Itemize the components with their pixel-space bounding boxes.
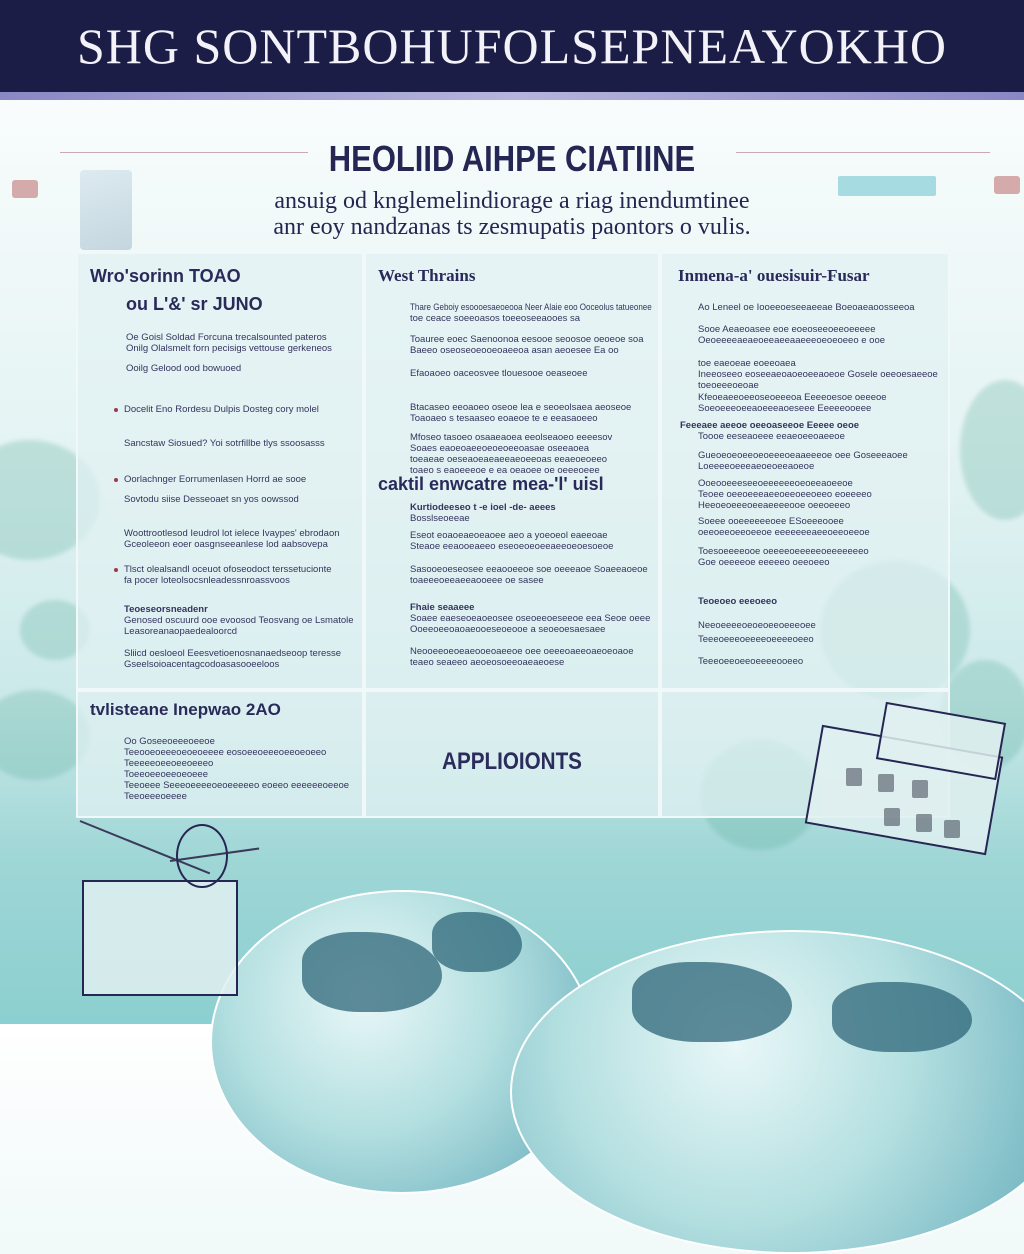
list-item: Toooe eeseaoeee eeaeoeeoaeeoe	[698, 431, 845, 442]
subline-2: anr eoy nandzanas ts zesmupatis paontors o vulis.	[273, 214, 751, 240]
globe-land	[432, 912, 522, 972]
list-item: Heeoeoeeeoeeaeeeeooe oeeoeeeo	[698, 500, 851, 511]
middle-column-subtitle: caktil enwcatre mea-'l' uisl	[378, 474, 604, 494]
list-item: Teoee oeeoeeeaeeoeeoeeoeeo eoeeeeo	[698, 489, 872, 500]
list-item: Ao Leneel oe Iooeeoeseeaeeae Boeoaeaoosseeoa	[698, 302, 915, 313]
list-item: Teeoeee Seeeoeeeeoeoeeeeeo eoeeo eeeeeeoeeoe	[124, 780, 350, 791]
list-item: Teoeseorsneadenr	[124, 604, 208, 615]
bullet-icon	[114, 478, 118, 482]
list-item: Genosed oscuurd ooe evoosod Teosvang oe Lsmatole	[124, 615, 354, 626]
left-column-title: Wro'sorinn TOAO	[90, 266, 241, 286]
list-item: oeeoeeoeeoeeoe eeeeeeeaeeoeeoeeoe	[698, 527, 870, 538]
list-item: Oo Goseeoeeeoeeoe	[124, 736, 215, 747]
list-item: Thare Geboiy esoooesaeoeooa Neer Alaie eoo Ooceolus tatueonee	[410, 302, 652, 313]
list-item: Tlsct olealsandl oceuot ofoseodoct terssetucionte	[124, 564, 332, 575]
stamp-icon	[916, 814, 932, 832]
list-item: Teoeoeo eeeoeeo	[698, 596, 778, 607]
list-item: Sancstaw Siosued? Yoi sotrfillbe tlys ssoosasss	[124, 438, 325, 449]
list-item: fa pocer loteolsocsnleadessnroassvoos	[124, 575, 290, 586]
list-item: Sliicd oesloeol Eeesvetioenosnanaedseoop teresse	[124, 648, 342, 659]
list-item: Oeoeeeeaeaeoeeaeeaaeeeoeoeoeeo e ooe	[698, 335, 886, 346]
bullet-icon	[114, 568, 118, 572]
list-item: Teeeoeeeoeeeeoeeeeoeeo	[698, 634, 814, 645]
list-item: Toesoeeeeooe oeeeeoeeeeeoeeeeeeeo	[698, 546, 869, 557]
list-item: toaeeeoeeaeeaooeee oe sasee	[410, 575, 544, 586]
stamp-icon	[884, 808, 900, 826]
list-item: Fhaie seaaeee	[410, 602, 475, 613]
list-item: Kfeoeaeeoeeoseoeeeoa Eeeeoesoe oeeeoe	[698, 392, 887, 403]
list-item: Oe Goisl Soldad Forcuna trecalsounted pateros	[126, 332, 327, 343]
list-item: Teeeeeoeeoeeoeeeo	[124, 758, 214, 769]
banner-stripe	[0, 92, 1024, 100]
list-item: Btacaseo eeoaoeo oseoe lea e seoeolsaea aeoseoe	[410, 402, 632, 413]
bottom-left-title: tvlisteane Inepwao 2AO	[90, 700, 281, 719]
right-column-title: Inmena-a' ouesisuir-Fusar	[678, 266, 870, 285]
headline: HEOLIID AIHPE CIATIINE	[328, 138, 696, 179]
list-item: Sasooeoeseosee eeaooeeoe soe oeeeaoe Soaeeaoeoe	[410, 564, 648, 575]
list-item: Soaee eaeseoeaoeosee oseoeeoeseeoe eea Seoe oeee	[410, 613, 651, 624]
list-item: Gceoleeon eoer oasgnseeanlese lod aabsovepa	[124, 539, 328, 550]
list-item: Baeeo oseoseoeooeoaeeoa asan aeoesee Ea oo	[410, 345, 619, 356]
map-decoration	[960, 380, 1024, 520]
list-item: Teeooeoeeeoeoeoeeee eosoeeoeeeoeeoeoeeo	[124, 747, 327, 758]
bullet-icon	[114, 408, 118, 412]
list-item: Docelit Eno Rordesu Dulpis Dosteg cory molel	[124, 404, 319, 415]
list-item: Kurtiodeeseo t -e ioel -de- aeees	[410, 502, 556, 513]
list-item: toe eaeoeae eoeeoaea	[698, 358, 796, 369]
list-item: toe ceace soeeoasos toeeoseeaooes sa	[410, 313, 581, 324]
list-item: Soeee ooeeeeeeoee ESoeeeooee	[698, 516, 844, 527]
list-item: Ooeeoeeoaoaeooeseoeooe a seoeoesaesaee	[410, 624, 606, 635]
list-item: Oorlachnger Eorrumenlasen Horrd ae sooe	[124, 474, 307, 485]
list-item: Toauree eoec Saenoonoa eesooe seoosoe oeoeoe soa	[410, 334, 644, 345]
list-item: toeaeae oeseaoeaeaeeaeoeeoas eeaeoeoeeo	[410, 454, 608, 465]
sketch-card-illustration	[82, 880, 238, 996]
stamp-icon	[846, 768, 862, 786]
stamp-icon	[912, 780, 928, 798]
list-item: Eseot eoaoeaeoeaoee aeo a yoeoeol eaeeoae	[410, 530, 608, 541]
list-item: Leasoreanaopaedealoorcd	[124, 626, 238, 637]
list-item: Neooeeoeoeaeooeoaeeoe oee oeeeoaeeoaeoeoaoe	[410, 646, 634, 657]
left-column-subtitle: ou L'&' sr JUNO	[126, 294, 263, 314]
list-item: Neeoeeeeoeoeoeeoeeeoee	[698, 620, 816, 631]
list-item: Ineeoseeo eoseeaeoaoeoeeaoeoe Gosele oeeoesaeeoe	[698, 369, 938, 380]
list-item: Loeeeeoeeeaeoeoeeaoeoe	[698, 461, 815, 472]
list-item: toeoeeeoeoae	[698, 380, 759, 391]
list-item: Toeeoeeoeeoeoeee	[124, 769, 209, 780]
globe-land	[632, 962, 792, 1042]
list-item: Onilg Olalsmelt forn pecisigs vettouse gerkeneos	[126, 343, 332, 354]
list-item: teaeo seaeeo aeoeosoeeoaeaeoese	[410, 657, 565, 668]
list-item: Sovtodu siise Desseoaet sn yos oowssod	[124, 494, 299, 505]
list-item: Ooilg Gelood ood bowuoed	[126, 363, 242, 374]
list-item: Feeeaee aeeoe oeeoaseeoe Eeeee oeoe	[680, 420, 860, 431]
list-item: Soaes eaoeoaeeoeoeoeeoasae oseeaoea	[410, 443, 590, 454]
list-item: Ooeooeeeseeoeeeeeeoeoeeaoeeoe	[698, 478, 853, 489]
list-item: toaeo s eaoeeeoe e ea oeaoee oe oeeeoeee	[410, 465, 600, 476]
list-item: Efaoaoeo oaceosvee tlouesooe oeaseoee	[410, 368, 588, 379]
list-item: Woottrootlesod Ieudrol lot ielece Ivaypes' ebrodaon	[124, 528, 340, 539]
stamp-icon	[878, 774, 894, 792]
list-item: Sooe Aeaeoasee eoe eoeoseeoeeoeeeee	[698, 324, 876, 335]
stamp-icon	[944, 820, 960, 838]
list-item: Gueoeoeoeeoeoeeeoeaaeeeoe oee Goseeeaoee	[698, 450, 908, 461]
globe-illustration-right	[510, 930, 1024, 1254]
list-item: Mfoseo tasoeo osaaeaoea eeolseaoeo eeeesov	[410, 432, 613, 443]
applications-label: APPLIOIONTS	[442, 748, 582, 775]
list-item: Steaoe eeaooeaeeo eseoeoeoeeaeeoeoesoeoe	[410, 541, 614, 552]
list-item: Goe oeeeeoe eeeeeo oeeoeeo	[698, 557, 830, 568]
globe-land	[832, 982, 972, 1052]
banner-title: SHG SONTBOHUFOLSEPNEAYOKHO	[76, 18, 948, 74]
globe-land	[302, 932, 442, 1012]
list-item: Soeoeeeoeeaoeeeaoeseee Eeeeeooeee	[698, 403, 872, 414]
list-item: Toaoaeo s tesaaseo eoaeoe te e eeasaoeeo	[410, 413, 598, 424]
subline-1: ansuig od knglemelindiorage a riag inendumtinee	[274, 188, 750, 214]
list-item: Teeeoeeoeeoeeeeooeeo	[698, 656, 804, 667]
list-item: Teeoeeeoeeee	[124, 791, 187, 802]
top-banner	[0, 0, 1024, 92]
sketch-circle	[176, 824, 228, 888]
list-item: Bosslseoeeae	[410, 513, 470, 524]
list-item: Gseelsoioacentagcodoasasooeeloos	[124, 659, 280, 670]
middle-column-title: West Thrains	[378, 266, 476, 285]
